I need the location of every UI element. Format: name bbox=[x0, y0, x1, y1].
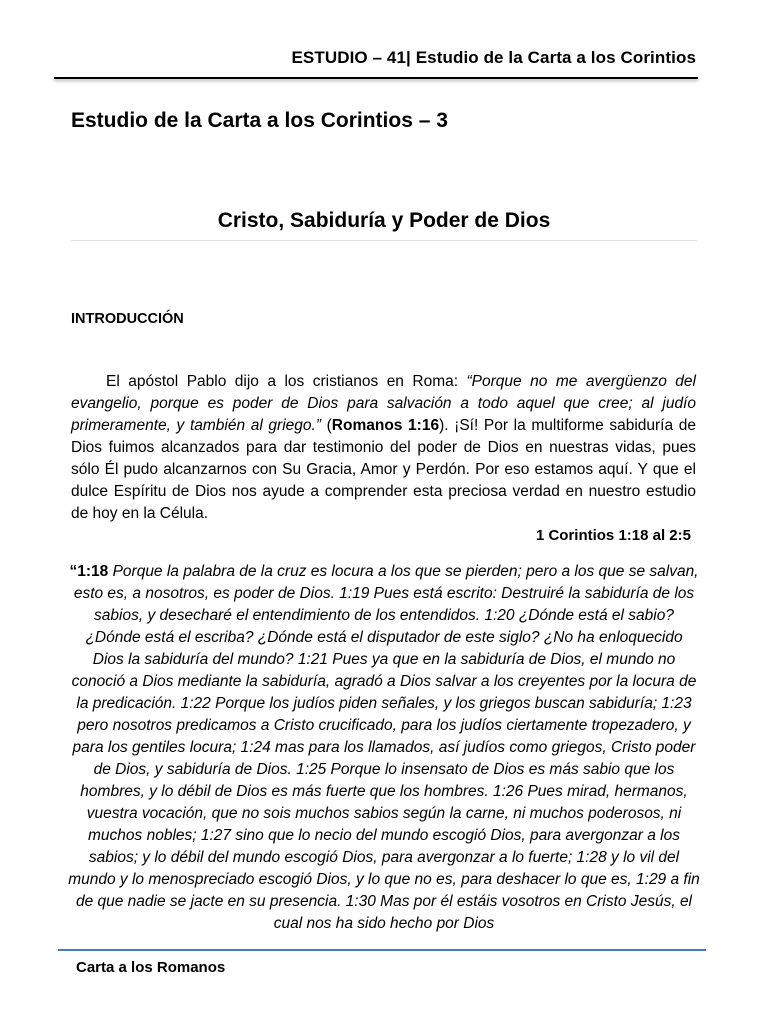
header-divider bbox=[54, 77, 698, 79]
header-title: ESTUDIO – 41| Estudio de la Carta a los Corintios bbox=[291, 48, 696, 67]
passage-reference: 1 Corintios 1:18 al 2:5 bbox=[535, 527, 691, 544]
intro-rest: ). ¡Sí! Por la multiforme sabiduría de Dios fuimos alcanzados para dar testimonio del poder de Dios en nuestras vidas, pues sólo Él pudo alcanzarnos con Su Gracia, Amor y Perdón. Por eso estamos aquí. Y que el dulce Espíritu de Dios nos ayude a comprender esta preciosa verdad en nuestro estudio de hoy en la Célula. bbox=[71, 417, 696, 522]
subtitle-divider bbox=[71, 240, 697, 241]
intro-paragraph bbox=[71, 371, 696, 525]
scripture-verse-label: 1:18 bbox=[77, 563, 109, 580]
scripture-text: Porque la palabra de la cruz es locura a los que se pierden; pero a los que se salvan, esto es, a nosotros, es poder de Dios. 1:19 Pues está escrito: Destruiré la sabiduría de los sabios, y desecharé el entendimiento de los entendidos. 1:20 ¿Dónde está el sabio? ¿Dónde está el escriba? ¿Dónde está el disputador de este siglo? ¿No ha enloquecido Dios la sabiduría del mundo? 1:21 Pues ya que en la sabiduría de Dios, el mundo no conoció a Dios mediante la sabiduría, agradó a Dios salvar a los creyentes por la locura de la predicación. 1:22 Porque los judíos piden señales, y los griegos buscan sabiduría; 1:23 pero nosotros predicamos a Cristo crucificado, para los judíos ciertamente tropezadero, y para los gentiles locura; 1:24 mas para los llamados, así judíos como griegos, Cristo poder de Dios, y sabiduría de Dios. 1:25 Porque lo insensato de Dios es más sabio que los hombres, y lo débil de Dios es más fuerte que los hombres. 1:26 Pues mirad, hermanos, vuestra vocación, que no sois muchos sabios según la carne, ni muchos poderosos, ni muchos nobles; 1:27 sino que lo necio del mundo escogió Dios, para avergonzar a los sabios; y lo débil del mundo escogió Dios, para avergonzar a lo fuerte; 1:28 y lo vil del mundo y lo menospreciado escogió Dios, y lo que no es, para deshacer lo que es, 1:29 a fin de que nadie se jacte en su presencia. 1:30 Mas por él estáis vosotros en Cristo Jesús, el cual nos ha sido hecho por Dios bbox=[68, 563, 700, 932]
document-title: Estudio de la Carta a los Corintios – 3 bbox=[71, 109, 448, 132]
section-heading: INTRODUCCIÓN bbox=[71, 311, 184, 327]
footer-divider bbox=[58, 949, 706, 951]
intro-quote: “Porque no me avergüenzo del evangelio, porque es poder de Dios para salvación a todo aquel que cree; al judío primeramente, y también al griego.” bbox=[71, 373, 696, 434]
scripture-open-quote: “ bbox=[69, 563, 78, 580]
intro-ref-open: ( bbox=[320, 417, 332, 434]
intro-lead: El apóstol Pablo dijo a los cristianos en Roma: bbox=[106, 373, 467, 390]
scripture-passage bbox=[68, 561, 700, 935]
document-subtitle: Cristo, Sabiduría y Poder de Dios bbox=[217, 209, 551, 232]
footer-text: Carta a los Romanos bbox=[76, 959, 226, 976]
intro-reference: Romanos 1:16 bbox=[331, 417, 440, 434]
